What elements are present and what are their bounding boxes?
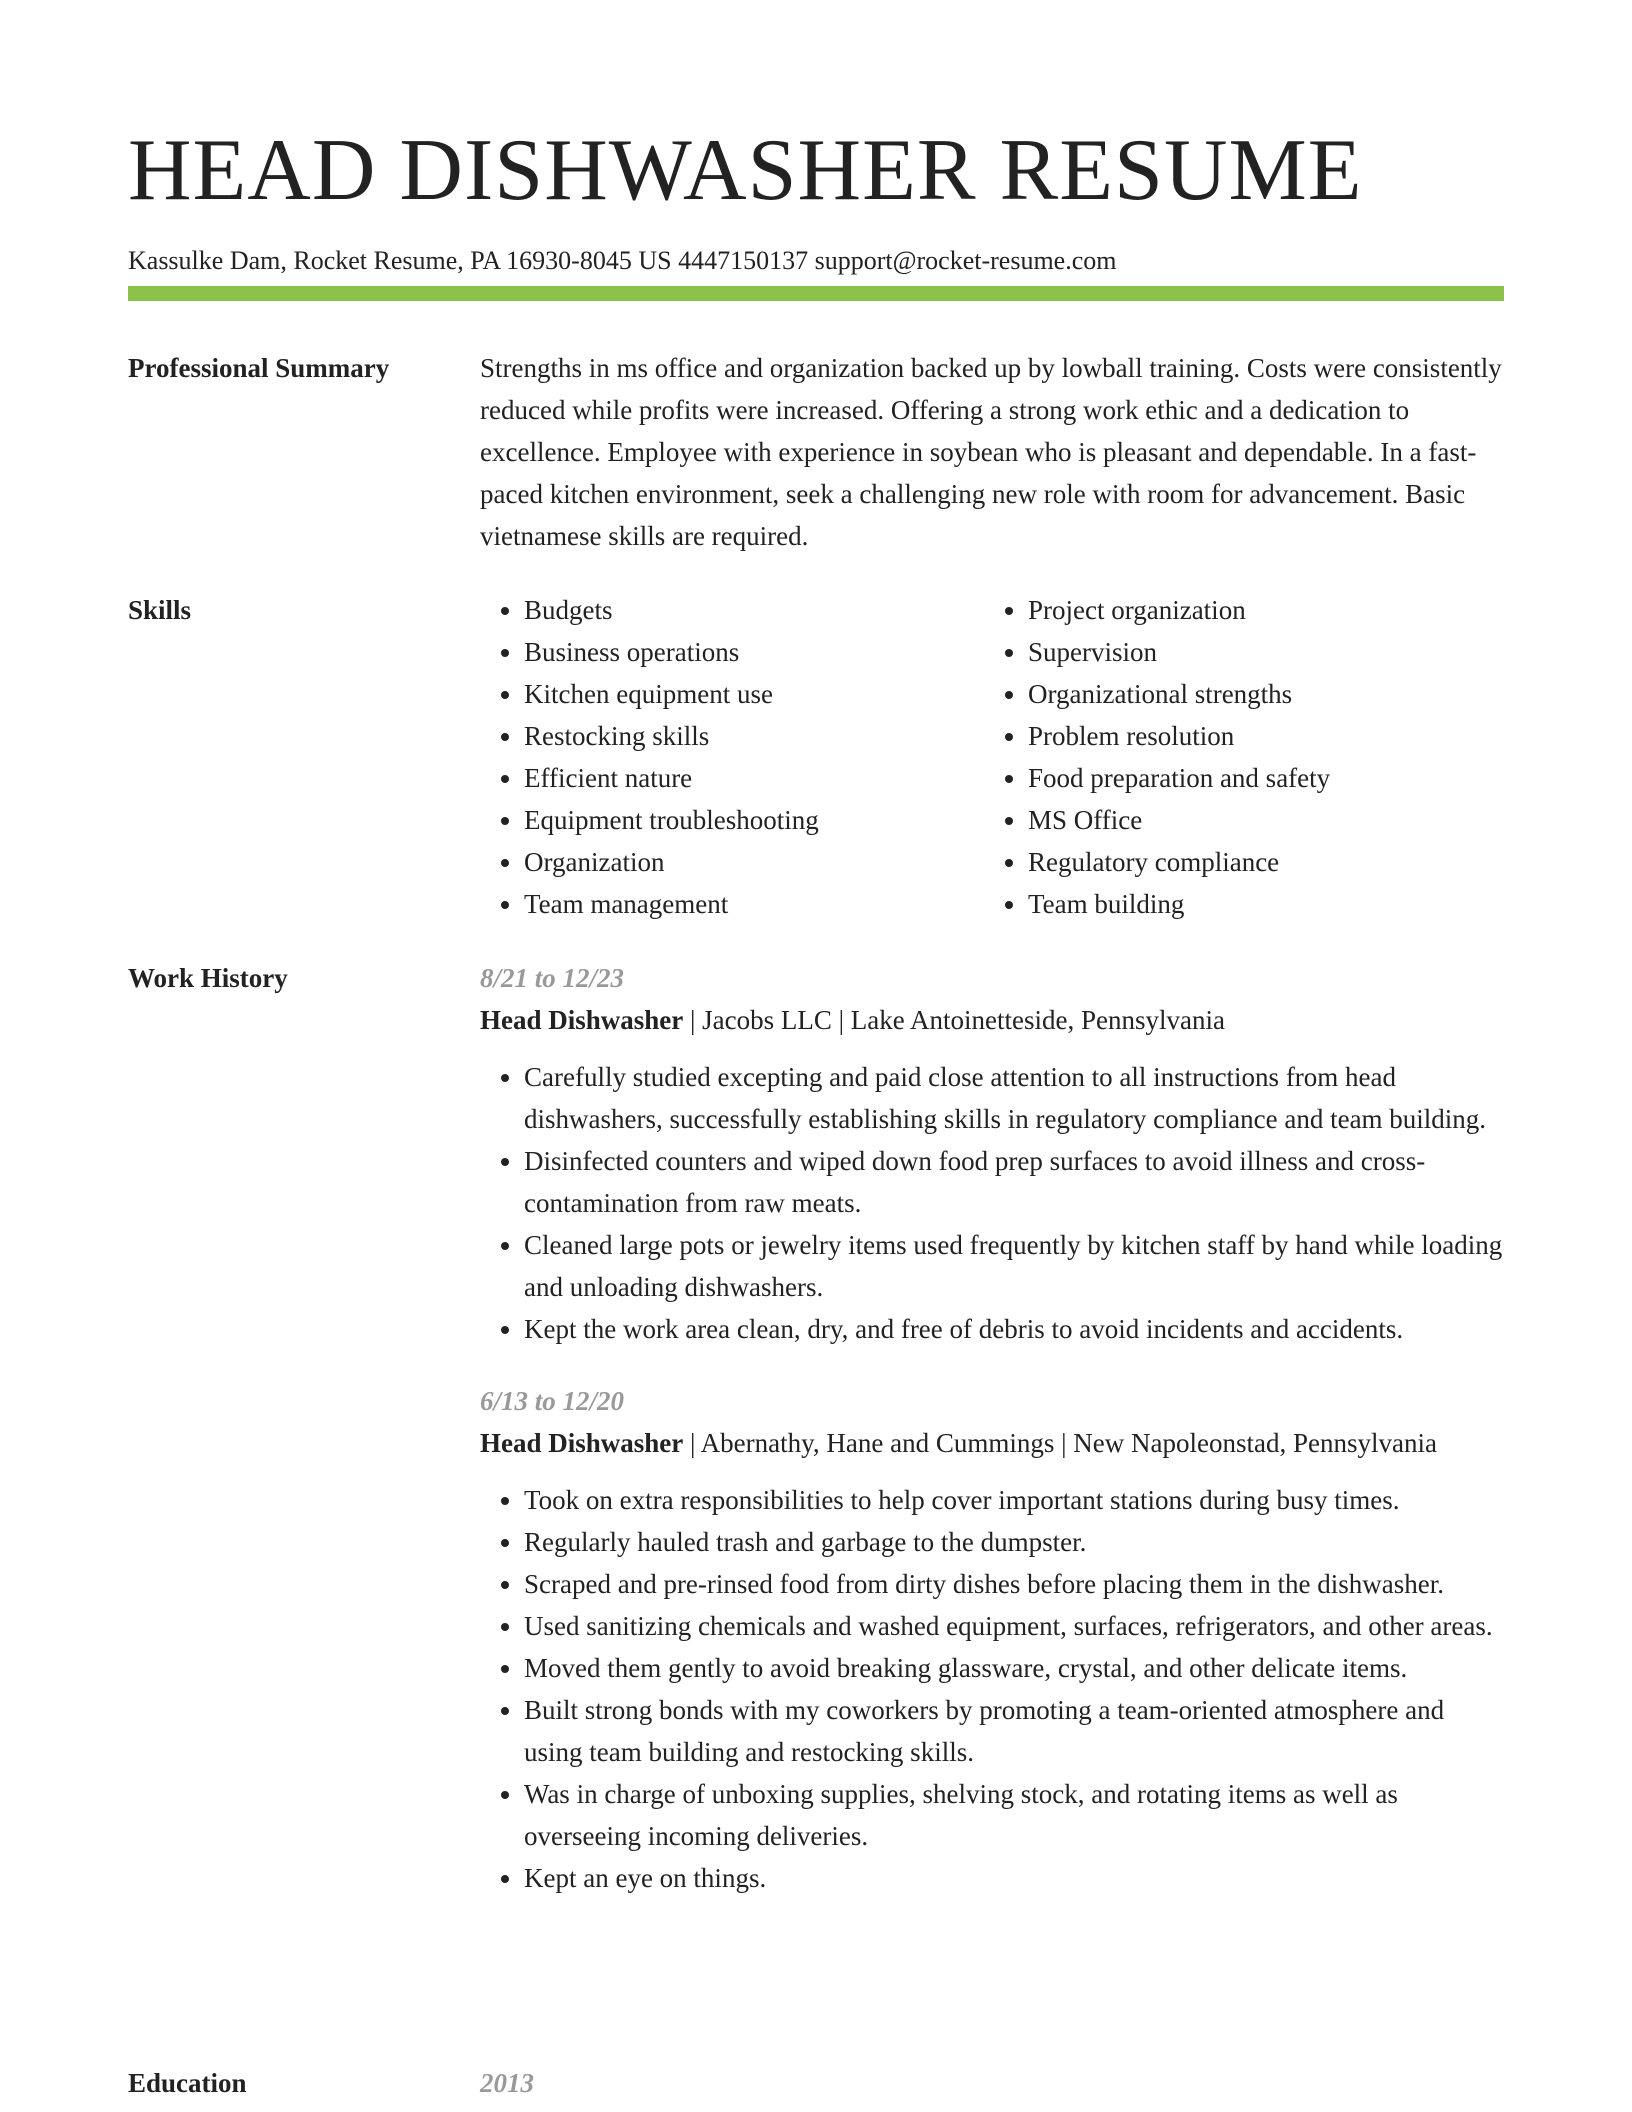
- skills-list-left: [480, 589, 984, 925]
- job-title-line: [480, 1422, 1504, 1464]
- job-bullet: • Regularly hauled trash and garbage to the dumpster.: [524, 1521, 1504, 1563]
- contact-line: Kassulke Dam, Rocket Resume, PA 16930-8045 US 4447150137 support@rocket-resume.com: [128, 246, 1117, 275]
- job-bullet: • Used sanitizing chemicals and washed equipment, surfaces, refrigerators, and other areas.: [524, 1605, 1504, 1647]
- job-date: 6/13 to 12/20: [480, 1386, 625, 1416]
- skill-item: • MS Office: [1028, 799, 1488, 841]
- job-entry: [480, 1380, 1504, 1899]
- job-title-line: [480, 999, 1504, 1041]
- job-bullet-list: [480, 1056, 1504, 1350]
- skill-item: • Equipment troubleshooting: [524, 799, 984, 841]
- skill-item: • Project organization: [1028, 589, 1488, 631]
- resume-header: [128, 118, 1504, 278]
- job-bullet: • Carefully studied excepting and paid close attention to all instructions from head dishwashers, successfully establishing skills in regulatory compliance and team building.: [524, 1056, 1504, 1140]
- skills-list-right: [984, 589, 1488, 925]
- summary-text: Strengths in ms office and organization backed up by lowball training. Costs were consistently reduced while profits were increased. Offering a strong work ethic and a dedication to excellence. Employee with experience in soybean who is pleasant and dependable. In a fast-paced kitchen environment, seek a challenging new role with room for advancement. Basic vietnamese skills are required.: [480, 353, 1502, 551]
- job-bullet: • Cleaned large pots or jewelry items used frequently by kitchen staff by hand while loading and unloading dishwashers.: [524, 1224, 1504, 1308]
- skill-item: • Team building: [1028, 883, 1488, 925]
- job-bullet-list: [480, 1479, 1504, 1899]
- job-bullet: • Built strong bonds with my coworkers by promoting a team-oriented atmosphere and using team building and restocking skills.: [524, 1689, 1504, 1773]
- job-date: 8/21 to 12/23: [480, 963, 625, 993]
- accent-divider: [128, 286, 1504, 301]
- skill-item: • Food preparation and safety: [1028, 757, 1488, 799]
- job-bullet: • Disinfected counters and wiped down food prep surfaces to avoid illness and cross-contamination from raw meats.: [524, 1140, 1504, 1224]
- summary-heading: Professional Summary: [128, 353, 390, 383]
- job-title: Head Dishwasher: [480, 1428, 684, 1458]
- skill-item: • Regulatory compliance: [1028, 841, 1488, 883]
- skill-item: • Efficient nature: [524, 757, 984, 799]
- skill-item: • Organization: [524, 841, 984, 883]
- skill-item: • Team management: [524, 883, 984, 925]
- job-entry: [480, 957, 1504, 1350]
- job-details: | Jacobs LLC | Lake Antoinetteside, Pennsylvania: [683, 1005, 1225, 1035]
- skill-item: • Restocking skills: [524, 715, 984, 757]
- skill-item: • Organizational strengths: [1028, 673, 1488, 715]
- job-bullet: • Took on extra responsibilities to help cover important stations during busy times.: [524, 1479, 1504, 1521]
- resume-title: HEAD DISHWASHER RESUME: [128, 122, 1363, 219]
- education-heading: Education: [128, 2068, 247, 2098]
- skill-item: • Budgets: [524, 589, 984, 631]
- job-bullet: • Scraped and pre-rinsed food from dirty dishes before placing them in the dishwasher.: [524, 1563, 1504, 1605]
- job-bullet: • Moved them gently to avoid breaking glassware, crystal, and other delicate items.: [524, 1647, 1504, 1689]
- skill-item: • Kitchen equipment use: [524, 673, 984, 715]
- education-date: 2013: [480, 2068, 534, 2098]
- job-bullet: • Was in charge of unboxing supplies, shelving stock, and rotating items as well as overseeing incoming deliveries.: [524, 1773, 1504, 1857]
- job-details: | Abernathy, Hane and Cummings | New Napoleonstad, Pennsylvania: [683, 1428, 1437, 1458]
- work-history-heading: Work History: [128, 963, 288, 993]
- job-bullet: • Kept an eye on things.: [524, 1857, 1504, 1899]
- skill-item: • Supervision: [1028, 631, 1488, 673]
- skills-heading: Skills: [128, 595, 192, 625]
- skill-item: • Problem resolution: [1028, 715, 1488, 757]
- job-title: Head Dishwasher: [480, 1005, 684, 1035]
- job-bullet: • Kept the work area clean, dry, and free of debris to avoid incidents and accidents.: [524, 1308, 1504, 1350]
- skill-item: • Business operations: [524, 631, 984, 673]
